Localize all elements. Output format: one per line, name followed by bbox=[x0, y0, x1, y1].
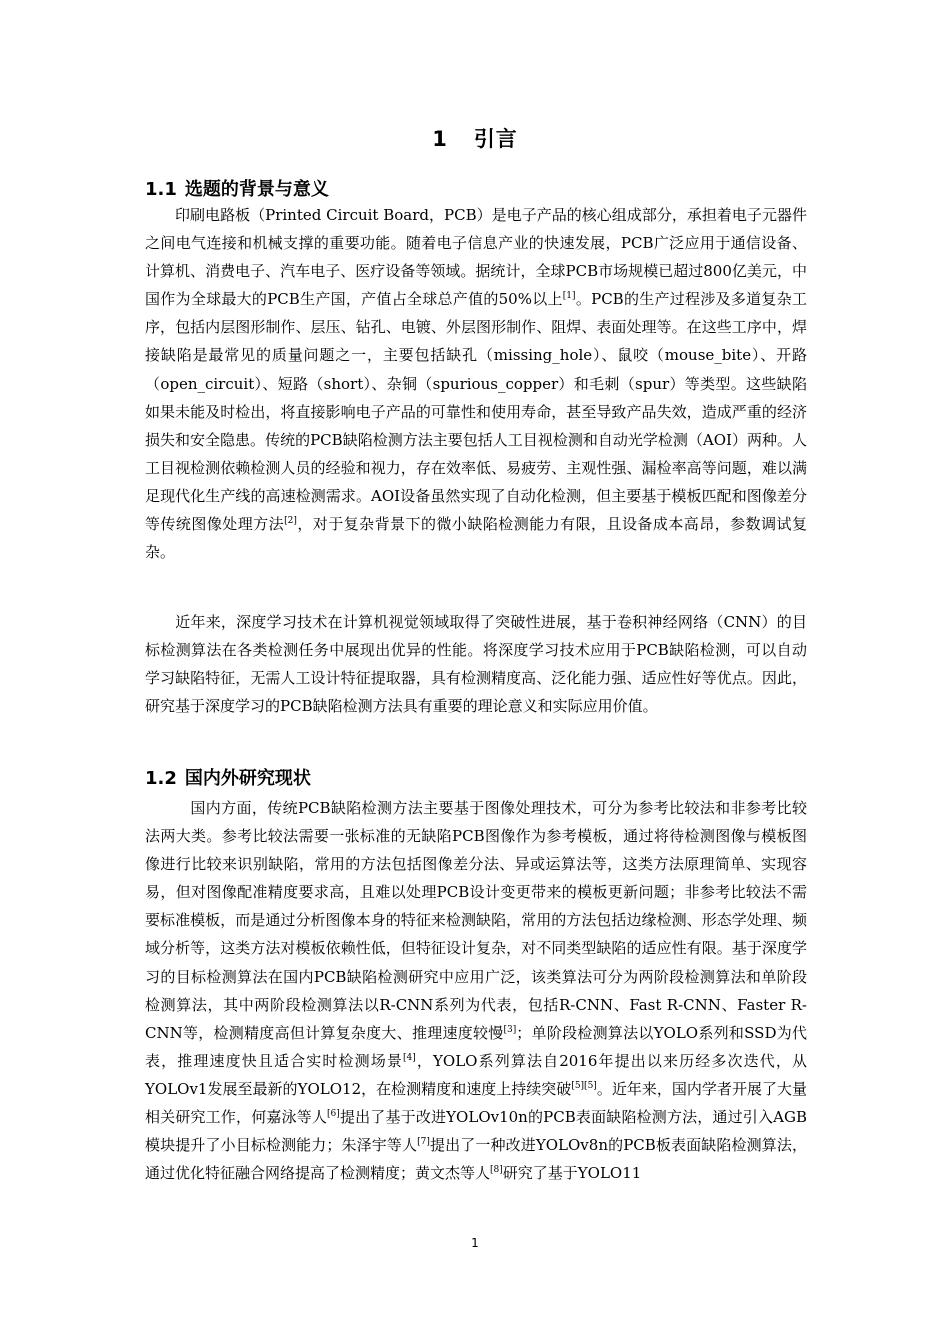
paragraph-text: ；单阶段检测算法以YOLO系列和SSD为代表，推理速度快且适合实时检测场景 bbox=[145, 1023, 808, 1070]
paragraph-text: ，对于复杂背景下的微小缺陷检测能力有限，且设备成本高昂，参数调试复杂。 bbox=[145, 515, 807, 562]
paragraph-domestic-research bbox=[145, 794, 807, 1187]
paragraph-text: 印刷电路板（Printed Circuit Board，PCB）是电子产品的核心组成部分，承担着电子元器件之间电气连接和机械支撑的重要功能。随着电子信息产业的快速发展，PCB广泛应用于通信设备、计算机、消费电子、汽车电子、医疗设备等领域。据统计，全球PCB市场规模已超过800亿美元，中国作为全球最大的PCB生产国，产值占全球总产值的50%以上 bbox=[145, 206, 807, 309]
citation: [6] bbox=[327, 1109, 340, 1120]
paragraph-background bbox=[145, 201, 807, 566]
paragraph-text: ，YOLO系列算法自2016年提出以来历经多次迭代，从YOLOv1发展至最新的YOLO12，在检测精度和速度上持续突破 bbox=[145, 1051, 807, 1098]
paragraph-text: 。PCB的生产过程涉及多道复杂工序，包括内层图形制作、层压、钻孔、电镀、外层图形制作、阻焊、表面处理等。在这些工序中，焊接缺陷是最常见的质量问题之一，主要包括缺孔（missing_hole）、鼠咬（mouse_bite）、开路（open_circuit）、短路（short）、杂铜（spurious_copper）和毛刺（spur）等类型。这些缺陷如果未能及时检出，将直接影响电子产品的可靠性和使用寿命，甚至导致产品失效，造成严重的经济损失和安全隐患。传统的PCB缺陷检测方法主要包括人工目视检测和自动光学检测（AOI）两种。人工目视检测依赖检测人员的经验和视力，存在效率低、易疲劳、主观性强、漏检率高等问题，难以满足现代化生产线的高速检测需求。AOI设备虽然实现了自动化检测，但主要基于模板匹配和图像差分等传统图像处理方法 bbox=[145, 290, 807, 534]
chapter-title: 引言 bbox=[473, 127, 518, 151]
citation: [7] bbox=[417, 1137, 430, 1148]
section-title: 选题的背景与意义 bbox=[184, 179, 329, 200]
paragraph-text: 国内方面，传统PCB缺陷检测方法主要基于图像处理技术，可分为参考比较法和非参考比较法两大类。参考比较法需要一张标准的无缺陷PCB图像作为参考模板，通过将待检测图像与模板图像进行比较来识别缺陷，常用的方法包括图像差分法、异或运算法等，这类方法原理简单、实现容易，但对图像配准精度要求高，且难以处理PCB设计变更带来的模板更新问题；非参考比较法不需要标准模板，而是通过分析图像本身的特征来检测缺陷，常用的方法包括边缘检测、形态学处理、频域分析等，这类方法对模板依赖性低，但特征设计复杂，对不同类型缺陷的适应性有限。基于深度学习的目标检测算法在国内PCB缺陷检测研究中应用广泛，该类算法可分为两阶段检测算法和单阶段检测算法，其中两阶段检测算法以R-CNN系列为代表，包括R-CNN、Fast R-CNN、Faster R-CNN等，检测精度高但计算复杂度大、推理速度较慢 bbox=[145, 799, 807, 1042]
chapter-heading bbox=[0, 123, 950, 153]
paragraph-text: 。近年来，国内学者开展了大量相关研究工作，何嘉泳等人 bbox=[145, 1079, 807, 1127]
citation: [4] bbox=[403, 1052, 416, 1063]
section-heading-1-1 bbox=[145, 175, 329, 201]
page-number: 1 bbox=[471, 1236, 479, 1250]
section-number: 1.1 bbox=[145, 179, 177, 200]
citation: [1] bbox=[562, 291, 576, 302]
chapter-number: 1 bbox=[432, 127, 448, 151]
paragraph-text: 研究了基于YOLO11 bbox=[502, 1164, 642, 1183]
section-heading-1-2 bbox=[145, 764, 311, 790]
citation: [3] bbox=[503, 1024, 517, 1035]
paragraph-text: 近年来，深度学习技术在计算机视觉领域取得了突破性进展，基于卷积神经网络（CNN）的目标检测算法在各类检测任务中展现出优异的性能。将深度学习技术应用于PCB缺陷检测，可以自动学习缺陷特征，无需人工设计特征提取器，具有检测精度高、泛化能力强、适应性好等优点。因此，研究基于深度学习的PCB缺陷检测方法具有重要的理论意义和实际应用价值。 bbox=[145, 613, 807, 716]
paragraph-text: 提出了一种改进YOLOv8n的PCB板表面缺陷检测算法，通过优化特征融合网络提高了检测精度；黄文杰等人 bbox=[145, 1136, 807, 1183]
citation: [2] bbox=[284, 516, 297, 527]
citation: [5][5] bbox=[571, 1080, 597, 1091]
section-title: 国内外研究现状 bbox=[184, 768, 311, 789]
paragraph-significance bbox=[145, 608, 807, 720]
section-number: 1.2 bbox=[145, 768, 177, 789]
paragraph-text: 提出了基于改进YOLOv10n的PCB表面缺陷检测方法，通过引入AGB模块提升了小目标检测能力；朱泽宇等人 bbox=[145, 1108, 807, 1155]
citation: [8] bbox=[490, 1165, 503, 1176]
